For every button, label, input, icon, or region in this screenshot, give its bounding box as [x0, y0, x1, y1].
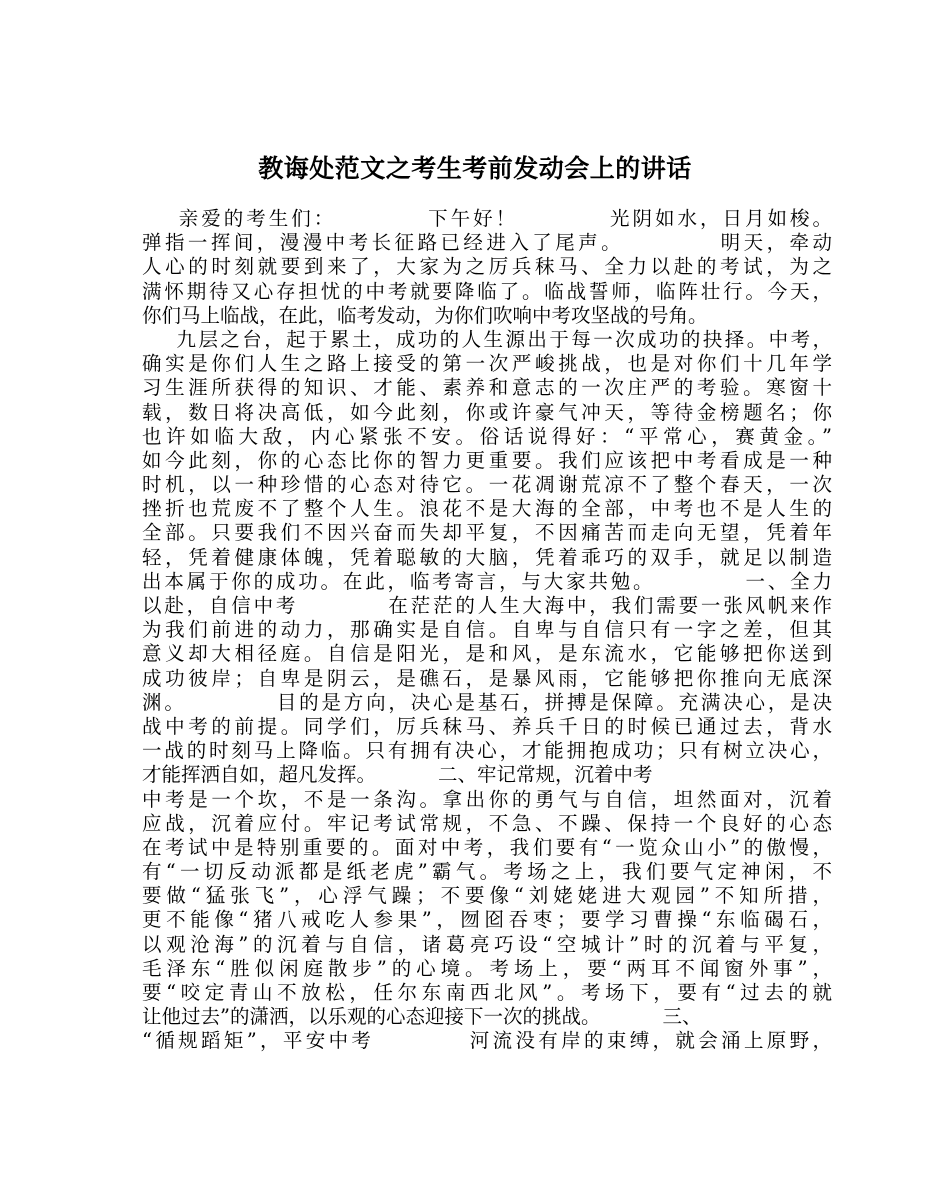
body-text-line: 以观沧海”的沉着与自信，诸葛亮巧设“空城计”时的沉着与平复， — [142, 932, 832, 956]
body-text-line: 出本属于你的成功。在此，临考寄言，与大家共勉。 一、全力 — [142, 569, 832, 593]
body-text-line: 九层之台，起于累土，成功的人生源出于每一次成功的抉择。中考， — [142, 327, 832, 351]
body-text-line: 让他过去”的潇洒，以乐观的心态迎接下一次的挑战。 三、 — [142, 1005, 702, 1029]
body-text-line: 中考是一个坎，不是一条沟。拿出你的勇气与自信，坦然面对，沉着 — [142, 787, 832, 811]
body-text-line: 亲爱的考生们： 下午好！ 光阴如水，日月如梭。 — [142, 207, 832, 230]
body-text-line: 你们马上临战，在此，临考发动，为你们吹响中考攻坚战的号角。 — [142, 303, 708, 327]
body-text-line: 弹指一挥间，漫漫中考长征路已经进入了尾声。 明天，牵动 — [142, 231, 832, 255]
body-text-line: 轻，凭着健康体魄，凭着聪敏的大脑，凭着乖巧的双手，就足以制造 — [142, 545, 832, 569]
body-text-line: 挫折也荒废不了整个人生。浪花不是大海的全部，中考也不是人生的 — [142, 497, 832, 521]
body-text-line: 更不能像“猪八戒吃人参果”，囫囵吞枣；要学习曹操“东临碣石， — [142, 908, 832, 932]
body-text-line: 意义却大相径庭。自信是阳光，是和风，是东流水，它能够把你送到 — [142, 642, 832, 666]
document-body — [142, 207, 832, 1054]
body-text-line: 时机，以一种珍惜的心态对待它。一花凋谢荒凉不了整个春天，一次 — [142, 473, 832, 497]
body-text-line: 有“一切反动派都是纸老虎”霸气。考场之上，我们要气定神闲，不 — [142, 860, 832, 884]
body-text-line: 如今此刻，你的心态比你的智力更重要。我们应该把中考看成是一种 — [142, 448, 832, 472]
body-text-line: 习生涯所获得的知识、才能、素养和意志的一次庄严的考验。寒窗十 — [142, 376, 832, 400]
body-text-line: 毛泽东“胜似闲庭散步”的心境。考场上，要“两耳不闻窗外事”， — [142, 956, 832, 980]
body-text-line: 一战的时刻马上降临。只有拥有决心，才能拥抱成功；只有树立决心， — [142, 739, 832, 763]
body-text-line: 成功彼岸；自卑是阴云，是礁石，是暴风雨，它能够把你推向无底深 — [142, 666, 832, 690]
body-text-line: “循规蹈矩”，平安中考 河流没有岸的束缚，就会涌上原野， — [142, 1029, 832, 1053]
body-text-line: 要“咬定青山不放松，任尔东南西北风”。考场下，要有“过去的就 — [142, 981, 832, 1004]
body-text-line: 要做“猛张飞”，心浮气躁；不要像“刘姥姥进大观园”不知所措， — [142, 884, 832, 908]
body-text-line: 渊。 目的是方向，决心是基石，拼搏是保障。充满决心，是决 — [142, 690, 832, 714]
body-text-line: 以赴，自信中考 在茫茫的人生大海中，我们需要一张风帆来作 — [142, 594, 832, 617]
body-text-line: 载，数日将决高低，如今此刻，你或许豪气冲天，等待金榜题名；你 — [142, 400, 832, 424]
body-text-line: 也许如临大敌，内心紧张不安。俗话说得好：“平常心，赛黄金。” — [142, 424, 832, 448]
document-title: 教诲处范文之考生考前发动会上的讲话 — [258, 153, 692, 183]
body-text-line: 满怀期待又心存担忧的中考就要降临了。临战誓师，临阵壮行。今天， — [142, 279, 832, 303]
body-text-line: 为我们前进的动力，那确实是自信。自卑与自信只有一字之差，但其 — [142, 618, 832, 642]
body-text-line: 才能挥洒自如，超凡发挥。 二、牢记常规，沉着中考 — [142, 763, 653, 787]
body-text-line: 在考试中是特别重要的。面对中考，我们要有“一览众山小”的傲慢， — [142, 835, 832, 859]
body-text-line: 确实是你们人生之路上接受的第一次严峻挑战，也是对你们十几年学 — [142, 352, 832, 376]
body-text-line: 战中考的前提。同学们，厉兵秣马、养兵千日的时候已通过去，背水 — [142, 714, 832, 738]
body-text-line: 应战，沉着应付。牢记考试常规，不急、不躁、保持一个良好的心态 — [142, 811, 832, 835]
body-text-line: 人心的时刻就要到来了，大家为之厉兵秣马、全力以赴的考试，为之 — [142, 255, 832, 279]
body-text-line: 全部。只要我们不因兴奋而失却平复，不因痛苦而走向无望，凭着年 — [142, 521, 832, 545]
